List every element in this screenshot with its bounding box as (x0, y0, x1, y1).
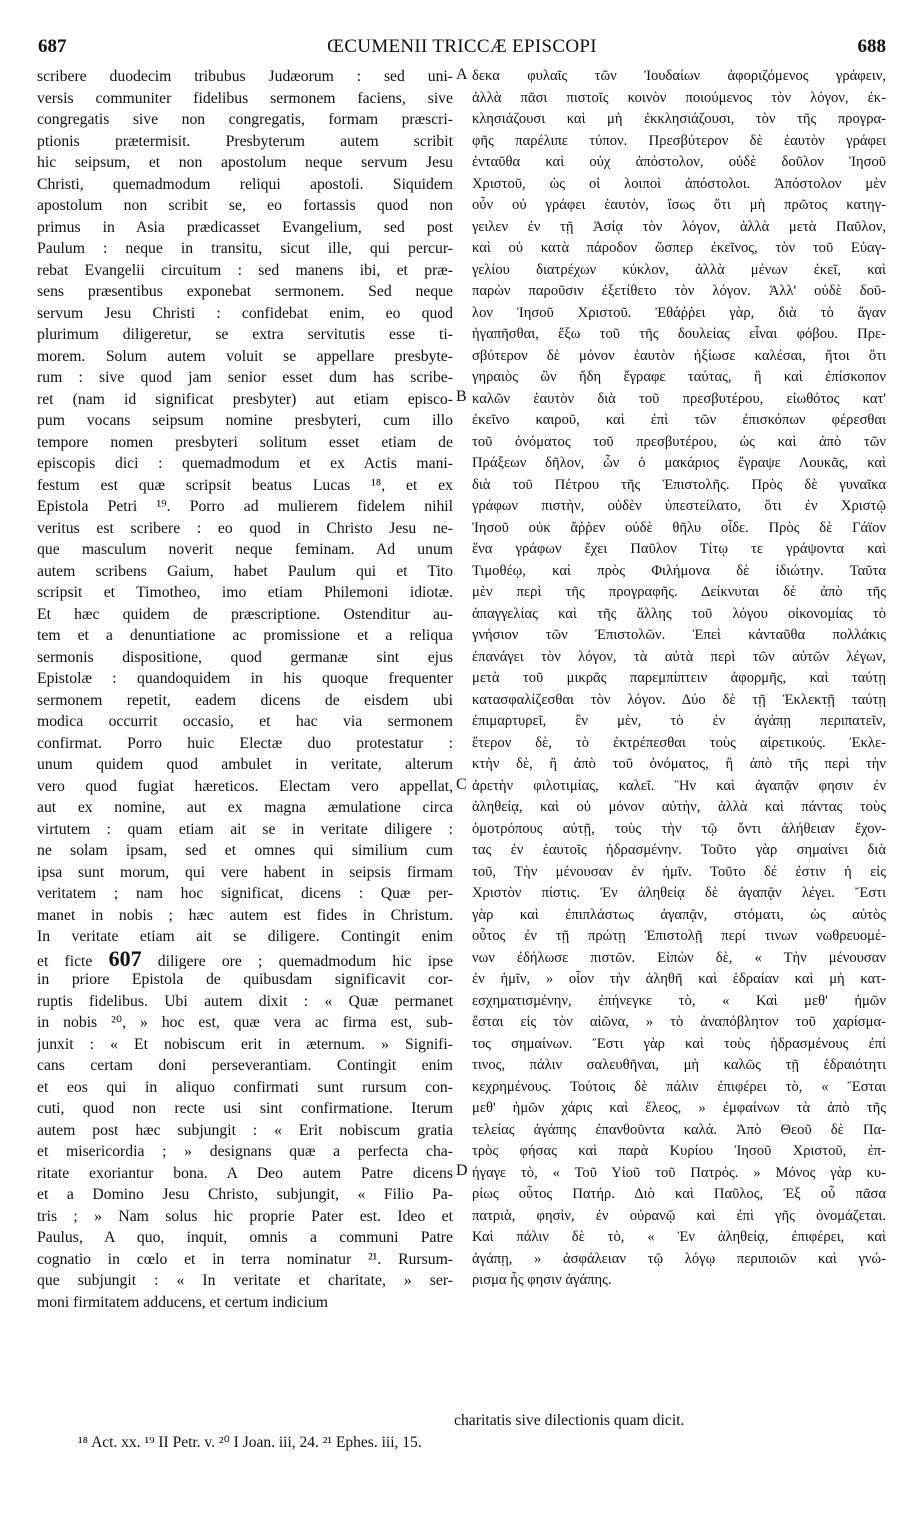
latin-line: que subjungit : « In veritate et charitate, » ser- (37, 1272, 453, 1289)
greek-line: μεθ' ἡμῶν χάρις καὶ ἔλεος, » ἐμφαίνων τὰ ἀπὸ τῆς (472, 1100, 886, 1116)
greek-line: γειλεν ἐν τῇ Ἀσίᾳ τὸν λόγον, ἀλλὰ μετὰ Παῦλον, (472, 218, 886, 235)
latin-line: scribere duodecim tribubus Judæorum : sed uni- (37, 68, 453, 85)
running-title: ŒCUMENII TRICCÆ EPISCOPI (327, 36, 597, 57)
latin-line: modica occurrit occasio, et hac via sermonem (37, 713, 453, 730)
latin-line: ipsa sunt morum, qui vere habent in seipsis firmam (37, 863, 453, 881)
latin-line: autem scribens Gaium, habet Paulum qui et Tito (37, 562, 453, 580)
latin-line: Epistolæ : quandoquidem in his quoque frequenter (37, 670, 453, 687)
page-number-left: 687 (38, 36, 67, 57)
latin-line: tem et a denuntiatione ac promissione et a reliqua (37, 627, 453, 644)
greek-line: ἀρετὴν φιλοτιμίας, καλεῖ. Ἣν καὶ ἀγαπᾷν φησιν ἐν (472, 777, 886, 794)
latin-line: manet in nobis ; hæc autem est fides in Christum. (37, 906, 453, 924)
latin-line: sermonis dispositione, quod germanæ sint ejus (37, 648, 453, 666)
latin-line: plurimum diligeretur, se extra servitutis esse ti- (37, 326, 453, 343)
greek-line: ἠγαπῆσθαι, ἔξω τοῦ τῆς δουλείας εἶναι φόβου. Πρε- (472, 326, 886, 342)
latin-column (37, 66, 453, 1313)
greek-line: γνήσιον τῶν Ἐπιστολῶν. Ἐπεὶ κἀνταῦθα πολλάκις (472, 627, 886, 643)
latin-line: sens præsentibus exponebat sermonem. Sed neque (37, 283, 453, 300)
greek-line: πατριὰ, φησὶν, ἐν οὐρανῷ καὶ ἐπὶ γῆς ὀνομάζεται. (472, 1207, 886, 1224)
greek-line: Καὶ πάλιν δὲ τὸ, « Ἐν ἀληθείᾳ, ἐπιφέρει, καὶ (472, 1229, 886, 1245)
greek-line: ἐκεῖνο καιροῦ, καὶ ἐπὶ τῶν ἐπισκόπων φέρεσθαι (472, 412, 886, 428)
latin-line: Paulus, A quo, inquit, omnis a communi Patre (37, 1229, 453, 1246)
latin-line: ptionis prætermisit. Presbyterum autem scribit (37, 132, 453, 150)
latin-line: autem post hæc subjungit : « Erit nobiscum gratia (37, 1121, 453, 1139)
greek-line: κτὴν δὲ, ἢ ἀπὸ τοῦ ὀνόματος, ἢ ἀπὸ τῆς περὶ τὴν (472, 756, 886, 772)
latin-line: in priore Epistola de quibusdam significavit cor- (37, 971, 453, 988)
latin-line: festum est quæ scripsit beatus Lucas ¹⁸, et ex (37, 476, 453, 494)
latin-line: vero quod fugiat hæreticos. Electam vero appellat, (37, 777, 453, 795)
greek-line: τος σημαίνων. Ἔστι γὰρ καὶ τοὺς ἡδρασμένους ἐπί (472, 1035, 886, 1052)
latin-line: Et hæc quidem de præscriptione. Ostenditur au- (37, 605, 453, 623)
greek-line: ἐνταῦθα καὶ οὐχ ἀπόστολον, οὐδὲ δοῦλον Ἰησοῦ (472, 154, 886, 170)
greek-line: ἐπιμαρτυρεῖ, ἓν μὲν, τὸ ἐν ἀγάπῃ περιπατεῖν, (472, 713, 886, 729)
greek-line: Ἰησοῦ οὐκ ἄῤῥεν οὐδὲ θῆλυ οἶδε. Πρὸς δὲ Γάϊον (472, 519, 886, 536)
greek-line: σβύτερον δὲ μόνον ἑαυτὸν ἠξίωσε καλέσαι, ἤτοι ὅτι (472, 347, 886, 364)
latin-line: ritate exoriantur bona. A Deo autem Patre dicens (37, 1164, 453, 1182)
latin-line: tempore nomen presbyteri solitum esset etiam de (37, 433, 453, 451)
greek-line: ἔσται εἰς τὸν αἰῶνα, » τὸ ἀναπόβλητον τοῦ χαρίσμα- (472, 1014, 886, 1030)
latin-line: pum vocans seipsum nomine presbyteri, cum illo (37, 412, 453, 429)
greek-line: ὁμοτρόπους αὐτῇ, τοὺς τὴν τῷ ὄντι ἀλήθειαν ἔχον- (472, 820, 886, 837)
greek-line: Χριστὸν πίστις. Ἐν ἀληθείᾳ δὲ ἀγαπᾷν λέγει. Ἔστι (472, 885, 886, 901)
greek-line: τας ἐν ἑαυτοῖς ἡδρασμένην. Τοῦτο γὰρ σημαίνει διὰ (472, 842, 886, 858)
latin-line: et a Domino Jesu Christo, subjungit, « Filio Pa- (37, 1186, 453, 1203)
greek-line: ἀγάπῃ, » ἀσφάλειαν τῷ λόγῳ περιποιῶν καὶ γνώ- (472, 1250, 886, 1267)
greek-line: νων ἐδήλωσε πιστῶν. Εἰπὼν δὲ, « Τὴν μένουσαν (472, 949, 886, 966)
margin-letter-d: D (456, 1162, 468, 1179)
latin-line: rum : sive quod jam senior esset dum has scribe- (37, 369, 453, 386)
latin-line: episcopis dici : quemadmodum et ex Actis mani- (37, 455, 453, 472)
latin-line: primus in Asia prædicasset Evangelium, sed post (37, 218, 453, 236)
greek-column (472, 66, 886, 1292)
latin-line: cans certam doni perseverantiam. Contingit enim (37, 1057, 453, 1074)
greek-line: φῆς παρέλιπε τύπον. Πρεσβύτερον δὲ ἑαυτὸν γράφει (472, 132, 886, 149)
greek-line: ήγαγε τὸ, « Τοῦ Υἱοῦ τοῦ Πατρός. » Μόνος γὰρ κυ- (472, 1164, 886, 1181)
greek-line: εσχηματισμένην, ἐπήνεγκε τὸ, « Καὶ μεθ' ἡμῶν (472, 992, 886, 1009)
page-header (38, 36, 886, 60)
greek-line: καλῶν ἑαυτὸν διὰ τοῦ πρεσβυτέρου, εἰωθότος κατ' (472, 390, 886, 407)
greek-line: γελίου διατρέχων κύκλον, ἀλλὰ μένων ἐκεῖ, καὶ (472, 261, 886, 278)
greek-line: ρισμα ἧς φησιν ἀγάπης. (472, 1272, 612, 1288)
greek-line: ἐπανάγει τὸν λόγον, τὰ αὐτὰ περὶ τῶν αὐτῶν λέγων, (472, 648, 886, 665)
greek-line: δεκα φυλαῖς τῶν Ἰουδαίων ἀφοριζόμενος γράφειν, (472, 68, 886, 84)
greek-line: καὶ οὐ κατὰ πάροδον ὥσπερ ἐκεῖνος, τὸν τοῦ Εὐαγ- (472, 240, 886, 256)
page-number-right: 688 (857, 36, 886, 57)
latin-line: virtutem : quam etiam ait se in veritate diligere : (37, 820, 453, 838)
latin-line: ruptis fidelibus. Ubi autem dixit : « Quæ permanet (37, 992, 453, 1010)
latin-line: moni firmitatem adducens, et certum indicium (37, 1293, 329, 1311)
greek-line: Πράξεων δῆλον, ὧν ὁ μακάριος ἔγραψε Λουκᾶς, καὶ (472, 455, 886, 471)
greek-line: ἕτερον δὲ, τὸ ἐκτρέπεσθαι τοὺς αἱρετικούς. Ἐκλε- (472, 734, 886, 751)
latin-line: Epistola Petri ¹⁹. Porro ad mulierem fidelem nihil (37, 498, 453, 515)
latin-line: veritatem ; nam hoc significat, dicens : Quæ per- (37, 885, 453, 902)
latin-line: junxit : « Et nobiscum erit in æternum. » Signifi- (37, 1035, 453, 1053)
footnotes: ¹⁸ Act. xx. ¹⁹ II Petr. v. ²⁰ I Joan. iii, 24. ²¹ Ephes. iii, 15. (78, 1434, 422, 1451)
greek-line: λον Ἰησοῦ Χριστοῦ. Ἐθάῤῥει γὰρ, διὰ τὸ ἄγαν (472, 304, 886, 321)
greek-line: κλησιάζουσι καὶ μὴ ἐκκλησιάζουσι, τὸν τῆς προγρα- (472, 111, 886, 127)
latin-line: veritus est scribere : eo quod in Christo Jesu ne- (37, 519, 453, 537)
latin-line: hic seipsum, et non apostolum neque servum Jesu (37, 154, 453, 171)
greek-line: γράφων πιστὴν, οὐδὲν ὑπεστείλατο, ὅτι ἐν Χριστῷ (472, 498, 886, 514)
latin-line: et misericordia ; » designans quæ a perfecta cha- (37, 1143, 453, 1160)
greek-line: τινος, πάλιν σαλευθῆναι, μὴ καλῶς τῇ ἑδραιότητι (472, 1057, 886, 1073)
greek-line: τρὸς φήσας καὶ παρὰ Κυρίου Ἰησοῦ Χριστοῦ, ἐπ- (472, 1143, 886, 1159)
latin-line: Christi, quemadmodum reliqui apostoli. Siquidem (37, 175, 453, 193)
margin-letter-a: A (456, 66, 468, 83)
greek-line: ἀληθείᾳ, καὶ οὐ μόνον αὐτὴν, ἀλλὰ καὶ πάντας τοὺς (472, 799, 886, 815)
greek-line: διὰ τοῦ Πέτρου τῆς Ἐπιστολῆς. Πρὸς δὲ γυναῖκα (472, 476, 886, 493)
latin-line: confirmat. Porro huic Electæ duo protestatur : (37, 734, 453, 752)
latin-line: et eos qui in aliquo confirmati sunt rursum con- (37, 1078, 453, 1096)
greek-line: γηραιὸς ὢν ἤδη ἔγραφε ταύτας, ἢ καὶ ἐπίσκοπον (472, 369, 886, 385)
latin-line: cognatio in cœlo et in terra nominatur ²¹. Rursum- (37, 1250, 453, 1268)
greek-line: ἐν ἡμῖν, » οἷον τὴν ἀληθῆ καὶ ἑδραίαν καὶ μὴ κατ- (472, 971, 886, 987)
greek-line: ἀπαγγελίας καὶ τῆς ἄλλης τοῦ λόγου οἰκονομίας τὸ (472, 605, 886, 622)
latin-line: sermonem repetit, eadem dicens de eisdem ubi (37, 691, 453, 709)
latin-line: que masculum noverit neque feminam. Ad unum (37, 541, 453, 558)
greek-line: τελείας ἀγάπης ἐπανθοῦντα καλά. Ἀπὸ Θεοῦ δὲ Πα- (472, 1121, 886, 1138)
greek-line: ρίως οὗτος Πατήρ. Διὸ καὶ Παῦλος, Ἐξ οὗ πᾶσα (472, 1186, 886, 1202)
latin-line: rebat Evangelii circuitum : sed manens ibi, et præ- (37, 261, 453, 279)
latin-line: in nobis ²⁰, » hoc est, quæ vera ac firma est, sub- (37, 1014, 453, 1031)
margin-letter-b: B (456, 388, 467, 405)
greek-line: κεχρημένους. Τούτοις δὲ πάλιν ἐπιφέρει τὸ, « Ἔσται (472, 1078, 886, 1095)
greek-line: οὖν οὐ γράφει ἑαυτὸν, ἴσως ὅτι μὴ πρῶτος κατηγ- (472, 197, 886, 213)
latin-line: apostolum non scribit se, eo fortassis quod non (37, 197, 453, 214)
greek-line: τοῦ ὀνόματος τοῦ πρεσβυτέρου, ὡς καὶ ἀπὸ τῶν (472, 433, 886, 450)
latin-line: In veritate etiam ait se diligere. Contingit enim (37, 928, 453, 945)
greek-line: τοῦ, Τὴν μένουσαν ἐν ἡμῖν. Τοῦτο δέ ἐστιν ἡ εἰς (472, 863, 886, 880)
latin-line: tris ; » Nam solus hic proprie Pater est. Ideo et (37, 1207, 453, 1225)
greek-line: Τιμοθέῳ, καὶ πρὸς Φιλήμονα δὲ ἰδιώτην. Ταῦτα (472, 562, 886, 579)
greek-line: κατασφαλίζεσθαι τὸν λόγον. Δύο δὲ τῇ Ἐκλεκτῇ ταύτῃ (472, 691, 886, 708)
latin-line: aut ex nomine, aut ex magna æmulatione circa (37, 799, 453, 816)
latin-line: ne solam ipsam, sed et omnes qui similium cum (37, 842, 453, 859)
greek-line: μετὰ τοῦ μικρᾶς παρεμπίπτειν ἀφορμῆς, καὶ ταύτῃ (472, 670, 886, 686)
greek-line: ἀλλὰ πᾶσι πιστοῖς κοινὸν ποιούμενος τὸν λόγον, ἐκ- (472, 89, 886, 106)
greek-line: παρὼν παροῦσιν ἐξετίθετο τὸν λόγον. Ἀλλ' οὐδὲ δοῦ- (472, 283, 886, 299)
greek-line: ἕνα γράφων ἔχει Παῦλον Τίτῳ τε γράψοντα καὶ (472, 541, 886, 557)
latin-line: Paulum : neque in transitu, sicut ille, qui percur- (37, 240, 453, 257)
greek-line: οὗτος ἐν τῇ πρώτῃ Ἐπιστολῇ περί τινων νωθρευομέ- (472, 928, 886, 944)
latin-line: unum quidem quod ambulet in veritate, alterum (37, 756, 453, 773)
greek-line: γὰρ καὶ ἐπιπλάστως ἀγαπᾷν, στόματι, ὡς αὐτὸς (472, 906, 886, 923)
latin-line: congregatis sive non congregatis, formam præscri- (37, 111, 453, 128)
latin-line: morem. Solum autem voluit se appellare presbyte- (37, 347, 453, 365)
latin-line: scripsit et Timotheo, imo etiam Philemoni idiotæ. (37, 584, 453, 601)
latin-continuation-line: charitatis sive dilectionis quam dicit. (454, 1412, 685, 1429)
greek-line: μὲν περὶ τῆς προγραφῆς. Δείκνυται δὲ ἀπὸ τῆς (472, 584, 886, 600)
latin-line: ret (nam id significat presbyter) aut etiam episco- (37, 390, 453, 408)
latin-line: servum Jesu Christi : confidebat enim, eo quod (37, 304, 453, 322)
latin-line: cuti, quod non recte usi sint confirmatione. Iterum (37, 1100, 453, 1117)
margin-letter-c: C (456, 776, 467, 793)
greek-line: Χριστοῦ, ὡς οἱ λοιποὶ ἀπόστολοι. Ἀπόστολον μὲν (472, 175, 886, 192)
latin-line: et ficte 607 diligere ore ; quemadmodum hic ipse (37, 947, 453, 969)
latin-line: versis communiter fidelibus sermonem faciens, sive (37, 89, 453, 107)
